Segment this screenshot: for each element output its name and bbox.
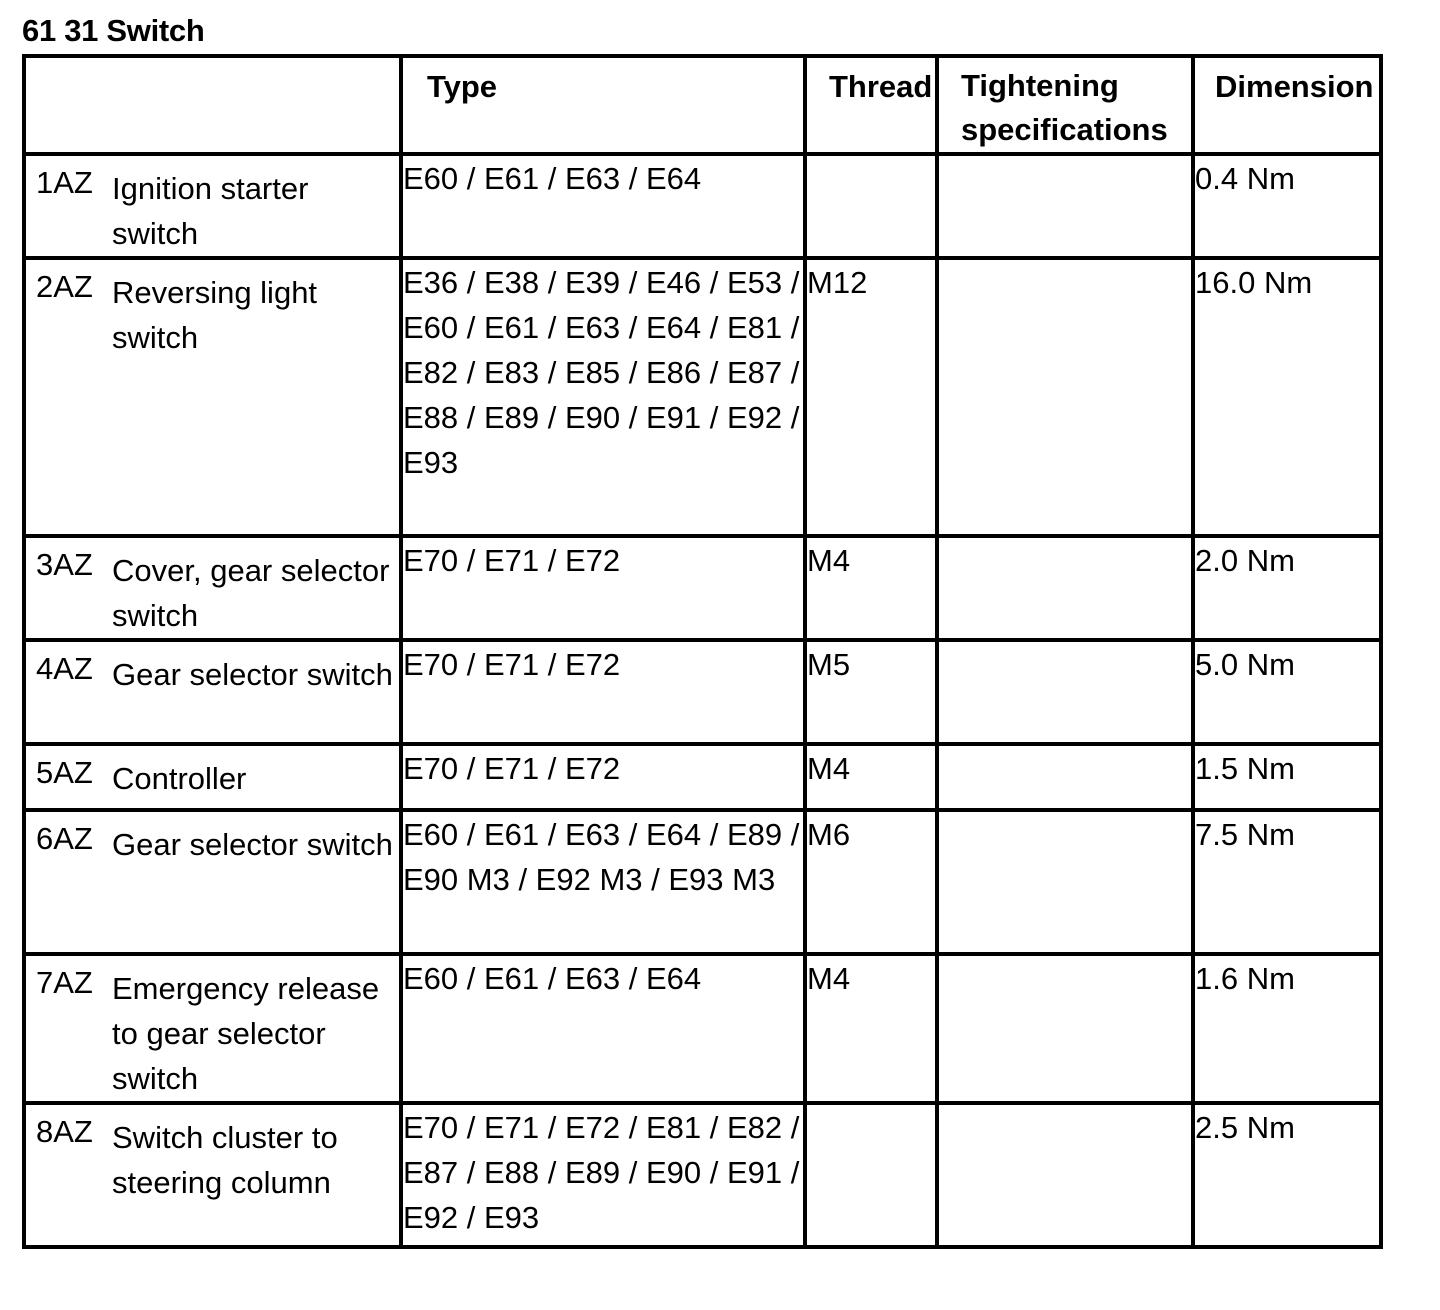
item-cell: [24, 810, 401, 954]
type-cell: E60 / E61 / E63 / E64 / E89 / E90 M3 / E92 M3 / E93 M3: [401, 810, 805, 954]
tightening-cell: [937, 640, 1193, 744]
thread-cell: M4: [805, 536, 937, 640]
table-row: [24, 744, 1381, 810]
tightening-cell: [937, 154, 1193, 258]
item-description: Ignition starter switch: [112, 171, 309, 251]
item-code: 1AZ: [36, 165, 93, 200]
item-description: Emergency release to gear selector switch: [112, 971, 380, 1096]
item-cell: [24, 154, 401, 258]
table-row: [24, 154, 1381, 258]
dimension-cell: 5.0 Nm: [1193, 640, 1381, 744]
dimension-cell: 7.5 Nm: [1193, 810, 1381, 954]
type-cell: E70 / E71 / E72: [401, 640, 805, 744]
page-title: 61 31 Switch: [22, 13, 205, 48]
dimension-cell: 2.5 Nm: [1193, 1103, 1381, 1247]
thread-cell: [805, 154, 937, 258]
item-description: Gear selector switch: [112, 657, 393, 692]
table-row: [24, 810, 1381, 954]
thread-cell: M12: [805, 258, 937, 536]
item-code: 6AZ: [36, 821, 93, 856]
item-code: 5AZ: [36, 755, 93, 790]
table-row: [24, 954, 1381, 1103]
type-cell: E70 / E71 / E72: [401, 536, 805, 640]
type-cell: E70 / E71 / E72: [401, 744, 805, 810]
item-description: Switch cluster to steering column: [112, 1120, 338, 1200]
header-row: [24, 56, 1381, 154]
dimension-cell: 2.0 Nm: [1193, 536, 1381, 640]
dimension-cell: 1.6 Nm: [1193, 954, 1381, 1103]
tightening-cell: [937, 954, 1193, 1103]
tightening-cell: [937, 536, 1193, 640]
thread-cell: [805, 1103, 937, 1247]
header-item: [24, 56, 401, 154]
header-tightening: Tightening specifications: [937, 56, 1193, 154]
dimension-cell: 16.0 Nm: [1193, 258, 1381, 536]
dimension-cell: 1.5 Nm: [1193, 744, 1381, 810]
table-row: [24, 640, 1381, 744]
table-row: [24, 258, 1381, 536]
thread-cell: M4: [805, 744, 937, 810]
item-cell: [24, 640, 401, 744]
item-cell: [24, 744, 401, 810]
table-header: [24, 56, 1381, 154]
thread-cell: M5: [805, 640, 937, 744]
item-code: 2AZ: [36, 269, 93, 304]
spec-table: [22, 54, 1383, 1249]
item-description: Reversing light switch: [112, 275, 318, 355]
item-code: 8AZ: [36, 1114, 93, 1149]
tightening-cell: [937, 1103, 1193, 1247]
type-cell: E60 / E61 / E63 / E64: [401, 954, 805, 1103]
item-cell: [24, 258, 401, 536]
dimension-cell: 0.4 Nm: [1193, 154, 1381, 258]
tightening-cell: [937, 810, 1193, 954]
type-cell: E70 / E71 / E72 / E81 / E82 / E87 / E88 / E89 / E90 / E91 / E92 / E93: [401, 1103, 805, 1247]
type-cell: E60 / E61 / E63 / E64: [401, 154, 805, 258]
thread-cell: M6: [805, 810, 937, 954]
item-cell: [24, 1103, 401, 1247]
header-thread: Thread: [805, 56, 937, 154]
type-cell: E36 / E38 / E39 / E46 / E53 / E60 / E61 / E63 / E64 / E81 / E82 / E83 / E85 / E86 / E87 / E88 / E89 / E90 / E91 / E92 / E93: [401, 258, 805, 536]
tightening-cell: [937, 744, 1193, 810]
item-cell: [24, 954, 401, 1103]
tightening-cell: [937, 258, 1193, 536]
thread-cell: M4: [805, 954, 937, 1103]
header-dimension: Dimension: [1193, 56, 1381, 154]
table-body: [24, 154, 1381, 1247]
item-description: Cover, gear selector switch: [112, 553, 390, 633]
item-description: Gear selector switch: [112, 827, 393, 862]
item-cell: [24, 536, 401, 640]
item-description: Controller: [112, 761, 247, 796]
header-type: Type: [401, 56, 805, 154]
table-row: [24, 1103, 1381, 1247]
table-row: [24, 536, 1381, 640]
item-code: 4AZ: [36, 651, 93, 686]
item-code: 7AZ: [36, 965, 93, 1000]
item-code: 3AZ: [36, 547, 93, 582]
